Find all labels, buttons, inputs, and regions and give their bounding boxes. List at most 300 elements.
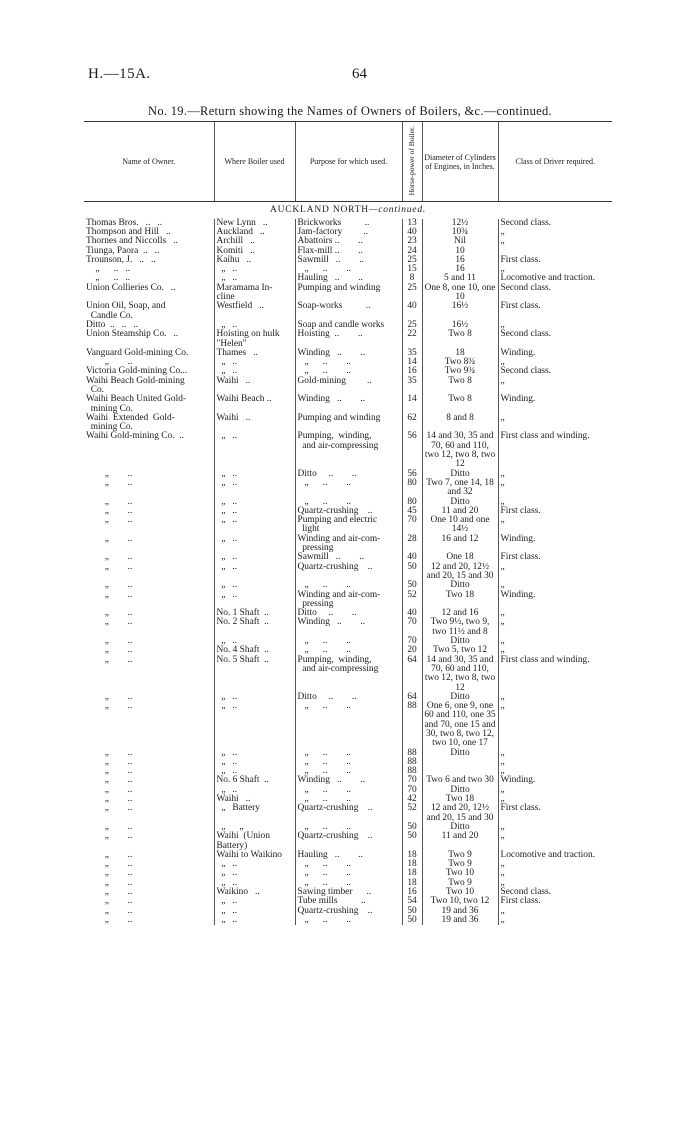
cell-diameter: Two 9½, two 9, two 11½ and 8	[422, 618, 498, 637]
cell-purpose: „ .. ..	[295, 367, 402, 376]
cell-purpose: Winding .. ..	[295, 618, 402, 637]
cell-purpose: „ .. ..	[295, 823, 402, 832]
cell-where: Archill ..	[214, 237, 295, 246]
cell-driver: „	[498, 265, 612, 274]
cell-where: „ ..	[214, 265, 295, 274]
cell-driver: Winding.	[498, 395, 612, 414]
cell-hp: 50	[402, 823, 422, 832]
cell-owner: „ ..	[86, 580, 133, 591]
table-row	[84, 656, 612, 693]
cell-owner: „ ..	[86, 766, 133, 777]
cell-driver: „	[498, 237, 612, 246]
cell-diameter: Ditto	[422, 637, 498, 646]
section-name: AUCKLAND NORTH	[269, 205, 369, 216]
section-row	[84, 202, 612, 219]
table-row	[84, 804, 612, 823]
cell-purpose: Winding .. ..	[295, 395, 402, 414]
cell-where: „ ..	[214, 479, 295, 498]
cell-hp: 52	[402, 804, 422, 823]
cell-driver: „	[498, 860, 612, 869]
cell-hp: 80	[402, 498, 422, 507]
cell-owner: „ ..	[86, 691, 133, 702]
cell-owner: „ ..	[86, 831, 133, 842]
cell-purpose: Abattoirs .. ..	[295, 237, 402, 246]
cell-where: Waihi ..	[214, 795, 295, 804]
cell-where: „ ..	[214, 535, 295, 554]
cell-diameter: One 10 and one 14½	[422, 516, 498, 535]
cell-where: „ Battery	[214, 804, 295, 823]
cell-purpose: „ .. ..	[295, 498, 402, 507]
cell-hp: 13	[402, 219, 422, 228]
cell-purpose: Winding and air-com- pressing	[295, 591, 402, 610]
cell-purpose: „ .. ..	[295, 860, 402, 869]
cell-owner: Tiunga, Paora .. ..	[86, 245, 160, 256]
cell-hp: 70	[402, 786, 422, 795]
table-row	[84, 516, 612, 535]
cell-driver: Winding.	[498, 535, 612, 554]
cell-where: „ ..	[214, 786, 295, 795]
cell-purpose: Hoisting .. ..	[295, 330, 402, 349]
cell-hp: 50	[402, 832, 422, 851]
cell-purpose: „ .. ..	[295, 265, 402, 274]
cell-where: „ ..	[214, 758, 295, 767]
table-row	[84, 563, 612, 582]
column-header-hp	[402, 122, 422, 202]
cell-diameter: Two 9	[422, 879, 498, 888]
cell-diameter: Two 8	[422, 377, 498, 396]
cell-purpose: Flax-mill .. ..	[295, 247, 402, 256]
cell-driver: „	[498, 702, 612, 748]
cell-hp: 56	[402, 432, 422, 469]
cell-where: Maramama In- cline	[214, 284, 295, 303]
cell-driver: „	[498, 470, 612, 479]
cell-purpose: Pumping and winding	[295, 414, 402, 433]
cell-diameter: 10¾	[422, 228, 498, 237]
cell-hp: 18	[402, 860, 422, 869]
cell-where: „ ..	[214, 767, 295, 776]
cell-where: „ ..	[214, 749, 295, 758]
cell-driver: „	[498, 618, 612, 637]
cell-purpose: „ .. ..	[295, 767, 402, 776]
cell-driver: Second class.	[498, 284, 612, 303]
cell-where: „ ..	[214, 897, 295, 906]
cell-diameter: Two 9¾	[422, 367, 498, 376]
cell-where: „ ..	[214, 591, 295, 610]
cell-owner: „ .. ..	[86, 273, 131, 284]
cell-diameter: Ditto	[422, 498, 498, 507]
table-body	[84, 202, 612, 925]
cell-diameter: 16	[422, 265, 498, 274]
cell-hp: 35	[402, 349, 422, 358]
cell-owner: „ ..	[86, 756, 133, 767]
cell-where: Waikino ..	[214, 888, 295, 897]
cell-driver: Locomotive and traction.	[498, 851, 612, 860]
cell-driver: „	[498, 228, 612, 237]
cell-owner: Waihi Gold-mining Co. ..	[86, 431, 184, 442]
cell-driver: First class and winding.	[498, 656, 612, 693]
cell-hp: 24	[402, 247, 422, 256]
cell-owner: „ ..	[86, 552, 133, 563]
cell-where: Thames ..	[214, 349, 295, 358]
cell-owner: „ ..	[86, 859, 133, 870]
cell-where: „ ..	[214, 637, 295, 646]
cell-diameter: 14 and 30, 35 and 70, 60 and 110, two 12, two 8, two 12	[422, 656, 498, 693]
cell-driver: First class.	[498, 507, 612, 516]
cell-where: „ ..	[214, 702, 295, 748]
cell-owner: Ditto .. .. ..	[86, 319, 139, 330]
page-title: No. 19.—Return showing the Names of Owners of Boilers, &c.—continued.	[148, 104, 552, 118]
cell-where: „ ..	[214, 581, 295, 590]
cell-driver: „	[498, 916, 612, 925]
cell-driver: „	[498, 498, 612, 507]
cell-diameter: 12½	[422, 219, 498, 228]
cell-owner: „ ..	[86, 645, 133, 656]
cell-hp: 40	[402, 228, 422, 237]
cell-owner: Vanguard Gold-mining Co.	[86, 347, 189, 358]
cell-purpose: Pumping and electric light	[295, 516, 402, 535]
cell-owner: „ ..	[86, 589, 133, 600]
cell-driver: „	[498, 377, 612, 396]
cell-driver: „	[498, 581, 612, 590]
cell-hp: 50	[402, 907, 422, 916]
cell-where: Waihi Beach ..	[214, 395, 295, 414]
cell-hp: 15	[402, 265, 422, 274]
cell-driver: „	[498, 646, 612, 655]
cell-owner: „ ..	[86, 533, 133, 544]
cell-purpose: Quartz-crushing ..	[295, 804, 402, 823]
cell-diameter: Two 8	[422, 330, 498, 349]
table-row	[84, 702, 612, 748]
table-row	[84, 330, 612, 349]
cell-purpose: Sawmill .. ..	[295, 553, 402, 562]
cell-owner: „ ..	[86, 505, 133, 516]
cell-where: No. 5 Shaft ..	[214, 656, 295, 693]
cell-purpose: Brickworks ..	[295, 219, 402, 228]
cell-diameter: 12 and 16	[422, 609, 498, 618]
cell-diameter: One 6, one 9, one 60 and 110, one 35 and 70, one 15 and 30, two 8, two 12, two 10, one 17	[422, 702, 498, 748]
cell-diameter: 12 and 20, 12½ and 20, 15 and 30	[422, 563, 498, 582]
cell-hp: 25	[402, 284, 422, 303]
cell-where: „ ..	[214, 367, 295, 376]
cell-diameter: One 18	[422, 553, 498, 562]
cell-hp: 64	[402, 693, 422, 702]
cell-hp: 8	[402, 274, 422, 283]
cell-diameter: Nil	[422, 237, 498, 246]
cell-purpose: „ .. ..	[295, 581, 402, 590]
boiler-owners-table-wrapper	[84, 121, 612, 925]
cell-driver: Winding.	[498, 591, 612, 610]
cell-diameter: Two 18	[422, 795, 498, 804]
cell-owner: Waihi Beach Gold-mining Co.	[86, 375, 185, 395]
cell-driver: „	[498, 832, 612, 851]
cell-driver: Second class.	[498, 888, 612, 897]
cell-owner: „ ..	[86, 914, 133, 925]
cell-owner: Thornes and Niccolls ..	[86, 236, 178, 247]
table-row	[84, 916, 612, 925]
cell-diameter: One 8, one 10, one 10	[422, 284, 498, 303]
cell-driver: „	[498, 823, 612, 832]
cell-diameter: Two 10, two 12	[422, 897, 498, 906]
cell-hp: 88	[402, 749, 422, 758]
cell-where: No. 6 Shaft ..	[214, 776, 295, 785]
cell-purpose: Soap-works ..	[295, 302, 402, 321]
cell-where: „ „	[214, 823, 295, 832]
cell-where: „ ..	[214, 860, 295, 869]
table-row	[84, 591, 612, 610]
cell-diameter: 10	[422, 247, 498, 256]
cell-where: Komiti ..	[214, 247, 295, 256]
cell-purpose: „ .. ..	[295, 869, 402, 878]
cell-hp: 25	[402, 321, 422, 330]
cell-owner: Union Oil, Soap, and Candle Co.	[86, 301, 166, 321]
cell-diameter: 16½	[422, 302, 498, 321]
cell-diameter: Ditto	[422, 786, 498, 795]
cell-owner: Thomas Bros. .. ..	[86, 217, 163, 228]
cell-purpose: Tube mills ..	[295, 897, 402, 906]
cell-driver: „	[498, 869, 612, 878]
cell-owner: „ ..	[86, 468, 133, 479]
cell-owner: „ ..	[86, 877, 133, 888]
cell-diameter: 18	[422, 349, 498, 358]
cell-hp: 70	[402, 637, 422, 646]
cell-where: „ ..	[214, 274, 295, 283]
cell-driver: First class and winding.	[498, 432, 612, 469]
cell-where: „ ..	[214, 516, 295, 535]
cell-purpose: Ditto .. ..	[295, 693, 402, 702]
cell-where: „ ..	[214, 879, 295, 888]
cell-purpose: „ .. ..	[295, 916, 402, 925]
cell-owner: „ ..	[86, 775, 133, 786]
cell-owner: „ .. ..	[86, 264, 131, 275]
cell-diameter: 5 and 11	[422, 274, 498, 283]
cell-purpose: „ .. ..	[295, 795, 402, 804]
cell-driver: „	[498, 907, 612, 916]
cell-owner: Victoria Gold-mining Co...	[86, 366, 188, 377]
cell-hp: 88	[402, 702, 422, 748]
cell-diameter: 8 and 8	[422, 414, 498, 433]
cell-hp: 25	[402, 256, 422, 265]
cell-purpose: Pumping and winding	[295, 284, 402, 303]
cell-purpose: Quartz-crushing ..	[295, 907, 402, 916]
cell-driver: „	[498, 609, 612, 618]
cell-where: „ ..	[214, 553, 295, 562]
cell-diameter: 12 and 20, 12½ and 20, 15 and 30	[422, 804, 498, 823]
cell-owner: „ ..	[86, 515, 133, 526]
cell-hp: 42	[402, 795, 422, 804]
cell-owner: „ ..	[86, 636, 133, 647]
cell-driver: „	[498, 758, 612, 767]
cell-driver: „	[498, 516, 612, 535]
cell-driver: „	[498, 795, 612, 804]
cell-owner: „ ..	[86, 747, 133, 758]
cell-owner: „ ..	[86, 617, 133, 628]
cell-driver: „	[498, 637, 612, 646]
cell-where: „ ..	[214, 498, 295, 507]
cell-owner: „ ..	[86, 794, 133, 805]
cell-driver: Second class.	[498, 219, 612, 228]
cell-hp: 40	[402, 609, 422, 618]
cell-hp: 14	[402, 395, 422, 414]
cell-driver: First class.	[498, 256, 612, 265]
cell-purpose: Winding .. ..	[295, 349, 402, 358]
cell-purpose: Quartz-crushing ..	[295, 563, 402, 582]
cell-diameter: Ditto	[422, 470, 498, 479]
cell-where: „ ..	[214, 470, 295, 479]
cell-driver: „	[498, 358, 612, 367]
cell-purpose: Soap and candle works	[295, 321, 402, 330]
cell-where: „ ..	[214, 907, 295, 916]
cell-purpose: „ .. ..	[295, 749, 402, 758]
cell-hp: 50	[402, 563, 422, 582]
cell-hp: 28	[402, 535, 422, 554]
cell-diameter: Ditto	[422, 823, 498, 832]
cell-hp: 70	[402, 516, 422, 535]
cell-owner: „ ..	[86, 849, 133, 860]
table-row	[84, 377, 612, 396]
page-reference: H.—15A.	[88, 66, 151, 82]
cell-diameter: Two 10	[422, 888, 498, 897]
cell-where: Auckland ..	[214, 228, 295, 237]
cell-purpose: Quartz-crushing ..	[295, 832, 402, 851]
cell-owner: „ ..	[86, 561, 133, 572]
cell-where: „ ..	[214, 358, 295, 367]
cell-hp: 80	[402, 479, 422, 498]
cell-hp: 54	[402, 897, 422, 906]
cell-where: „ ..	[214, 869, 295, 878]
cell-purpose: Pumping, winding, and air-compressing	[295, 656, 402, 693]
cell-hp: 62	[402, 414, 422, 433]
cell-hp: 20	[402, 646, 422, 655]
cell-owner: „ ..	[86, 654, 133, 665]
cell-owner: „ ..	[86, 887, 133, 898]
cell-where: „ ..	[214, 321, 295, 330]
cell-driver: Winding.	[498, 776, 612, 785]
cell-owner: Waihi Beach United Gold- mining Co.	[86, 394, 186, 414]
cell-purpose: Jam-factory ..	[295, 228, 402, 237]
cell-diameter: 16	[422, 256, 498, 265]
cell-diameter: Two 6 and two 30	[422, 776, 498, 785]
cell-hp: 40	[402, 302, 422, 321]
cell-driver: First class.	[498, 804, 612, 823]
cell-owner: Waihi Extended Gold- mining Co.	[86, 412, 175, 433]
cell-hp: 22	[402, 330, 422, 349]
cell-owner: „ ..	[86, 496, 133, 507]
cell-purpose: „ .. ..	[295, 637, 402, 646]
cell-owner: „ ..	[86, 868, 133, 879]
cell-purpose: Ditto .. ..	[295, 609, 402, 618]
table-row	[84, 535, 612, 554]
cell-driver: Locomotive and traction.	[498, 274, 612, 283]
cell-where: „ ..	[214, 563, 295, 582]
cell-diameter: 11 and 20	[422, 832, 498, 851]
section-heading	[84, 202, 612, 219]
cell-hp: 35	[402, 377, 422, 396]
column-header-hp-label: Horse-power of Boiler.	[407, 126, 416, 196]
cell-purpose: Winding .. ..	[295, 776, 402, 785]
table-row	[84, 414, 612, 433]
cell-hp: 45	[402, 507, 422, 516]
cell-diameter: Ditto	[422, 693, 498, 702]
cell-driver: „	[498, 879, 612, 888]
cell-where: „ ..	[214, 693, 295, 702]
cell-diameter: 11 and 20	[422, 507, 498, 516]
cell-where: No. 2 Shaft ..	[214, 618, 295, 637]
cell-diameter: Two 7, one 14, 18 and 32	[422, 479, 498, 498]
cell-hp: 50	[402, 916, 422, 925]
cell-owner: „ ..	[86, 896, 133, 907]
column-header-driver: Class of Driver required.	[498, 122, 612, 202]
cell-purpose: „ .. ..	[295, 479, 402, 498]
cell-driver: First class.	[498, 897, 612, 906]
cell-diameter: 16 and 12	[422, 535, 498, 554]
column-header-purpose: Purpose for which used.	[295, 122, 402, 202]
cell-purpose: „ .. ..	[295, 358, 402, 367]
cell-purpose: „ .. ..	[295, 646, 402, 655]
cell-driver: „	[498, 786, 612, 795]
cell-where: Waihi ..	[214, 414, 295, 433]
cell-diameter: Two 9	[422, 860, 498, 869]
cell-where: Westfield ..	[214, 302, 295, 321]
cell-owner: „ ..	[86, 357, 133, 368]
cell-owner: „ ..	[86, 608, 133, 619]
cell-where: Hoisting on hulk "Helen"	[214, 330, 295, 349]
cell-where: Waihi to Waikino	[214, 851, 295, 860]
cell-hp: 56	[402, 470, 422, 479]
cell-where: No. 4 Shaft ..	[214, 646, 295, 655]
cell-hp: 18	[402, 879, 422, 888]
cell-driver: First class.	[498, 302, 612, 321]
column-header-diameter: Diameter of Cylinders of Engines, in Inches.	[422, 122, 498, 202]
cell-purpose: Sawing timber ..	[295, 888, 402, 897]
cell-purpose: Hauling .. ..	[295, 274, 402, 283]
cell-driver: „	[498, 767, 612, 776]
cell-where: „ ..	[214, 507, 295, 516]
cell-driver: „	[498, 749, 612, 758]
cell-driver: „	[498, 479, 612, 498]
cell-diameter: Two 8	[422, 395, 498, 414]
cell-owner: Union Steamship Co. ..	[86, 329, 179, 340]
cell-diameter: Two 10	[422, 869, 498, 878]
cell-owner: Trounson, J. .. ..	[86, 254, 156, 265]
cell-driver: „	[498, 693, 612, 702]
cell-purpose: „ .. ..	[295, 786, 402, 795]
cell-hp: 23	[402, 237, 422, 246]
cell-hp: 40	[402, 553, 422, 562]
cell-purpose: Winding and air-com- pressing	[295, 535, 402, 554]
cell-hp: 70	[402, 776, 422, 785]
cell-driver: Second class.	[498, 367, 612, 376]
table-row	[84, 479, 612, 498]
table-row	[84, 395, 612, 414]
cell-owner: „ ..	[86, 905, 133, 916]
section-suffix: —continued.	[368, 205, 427, 216]
cell-driver: „	[498, 414, 612, 433]
cell-owner: Union Collieries Co. ..	[86, 282, 176, 293]
cell-hp: 18	[402, 869, 422, 878]
cell-owner: „ ..	[86, 821, 133, 832]
page-number: 64	[352, 66, 367, 82]
cell-hp: 50	[402, 581, 422, 590]
cell-driver: Second class.	[498, 330, 612, 349]
cell-diameter: Two 18	[422, 591, 498, 610]
cell-where: „ ..	[214, 916, 295, 925]
cell-hp: 52	[402, 591, 422, 610]
cell-diameter: 14 and 30, 35 and 70, 60 and 110, two 12, two 8, two 12	[422, 432, 498, 469]
cell-owner: „ ..	[86, 701, 133, 712]
cell-diameter: Two 5, two 12	[422, 646, 498, 655]
cell-purpose: Ditto .. ..	[295, 470, 402, 479]
table-row	[84, 618, 612, 637]
